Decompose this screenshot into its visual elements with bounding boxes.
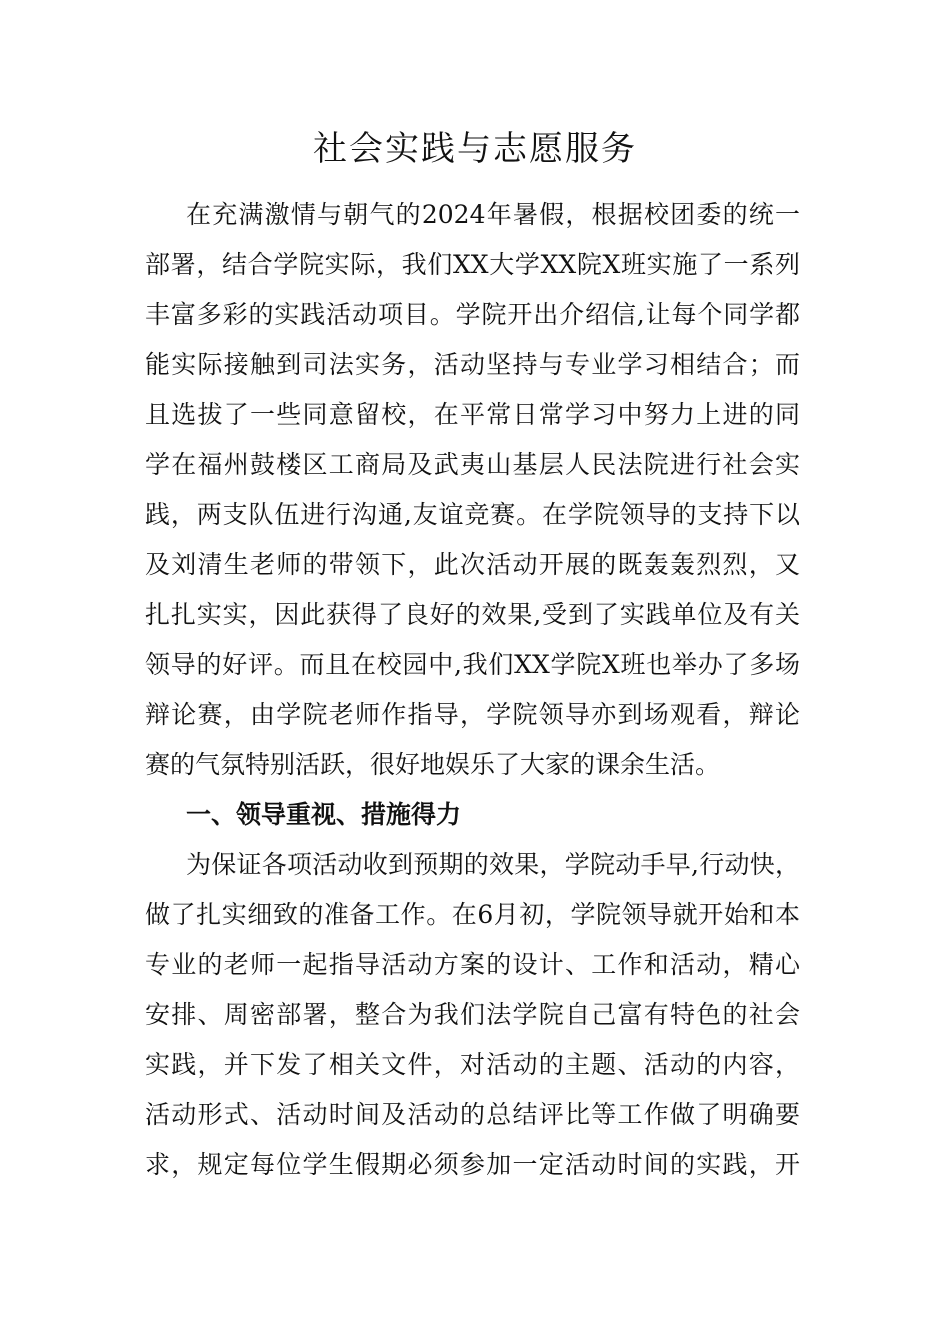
paragraph-2-line: 活动形式、活动时间及活动的总结评比等工作做了明确要: [145, 1100, 800, 1129]
paragraph-1-line: 践，两支队伍进行沟通,友谊竞赛。在学院领导的支持下以: [145, 500, 800, 529]
paragraph-1-line: 且选拔了一些同意留校，在平常日常学习中努力上进的同: [145, 400, 800, 429]
paragraph-2-line: 专业的老师一起指导活动方案的设计、工作和活动，精心: [145, 950, 800, 979]
document-title: 社会实践与志愿服务: [313, 129, 637, 169]
paragraph-2-line: 为保证各项活动收到预期的效果，学院动手早,行动快，: [186, 850, 800, 879]
paragraph-1-line: 及刘清生老师的带领下，此次活动开展的既轰轰烈烈，又: [145, 550, 800, 579]
paragraph-1-line: 丰富多彩的实践活动项目。学院开出介绍信,让每个同学都: [145, 300, 800, 329]
paragraph-1-line: 部署，结合学院实际，我们XX大学XX院X班实施了一系列: [145, 250, 800, 279]
paragraph-1-line: 辩论赛，由学院老师作指导，学院领导亦到场观看，辩论: [145, 700, 800, 729]
paragraph-2-line: 实践，并下发了相关文件，对活动的主题、活动的内容，: [145, 1050, 800, 1079]
paragraph-2-line: 安排、周密部署，整合为我们法学院自己富有特色的社会: [145, 1000, 800, 1029]
paragraph-1-line: 能实际接触到司法实务，活动坚持与专业学习相结合；而: [145, 350, 800, 379]
paragraph-2-line: 求，规定每位学生假期必须参加一定活动时间的实践，开: [145, 1150, 800, 1179]
paragraph-1-line: 学在福州鼓楼区工商局及武夷山基层人民法院进行社会实: [145, 450, 800, 479]
paragraph-1-line: 扎扎实实，因此获得了良好的效果,受到了实践单位及有关: [145, 600, 800, 629]
section-heading: 一、领导重视、措施得力: [186, 800, 462, 829]
paragraph-1-line: 在充满激情与朝气的2024年暑假，根据校团委的统一: [186, 200, 800, 229]
paragraph-1-line: 领导的好评。而且在校园中,我们XX学院X班也举办了多场: [145, 650, 800, 679]
paragraph-2-line: 做了扎实细致的准备工作。在6月初，学院领导就开始和本: [145, 900, 800, 929]
paragraph-1-line: 赛的气氛特别活跃，很好地娱乐了大家的课余生活。: [145, 750, 721, 779]
